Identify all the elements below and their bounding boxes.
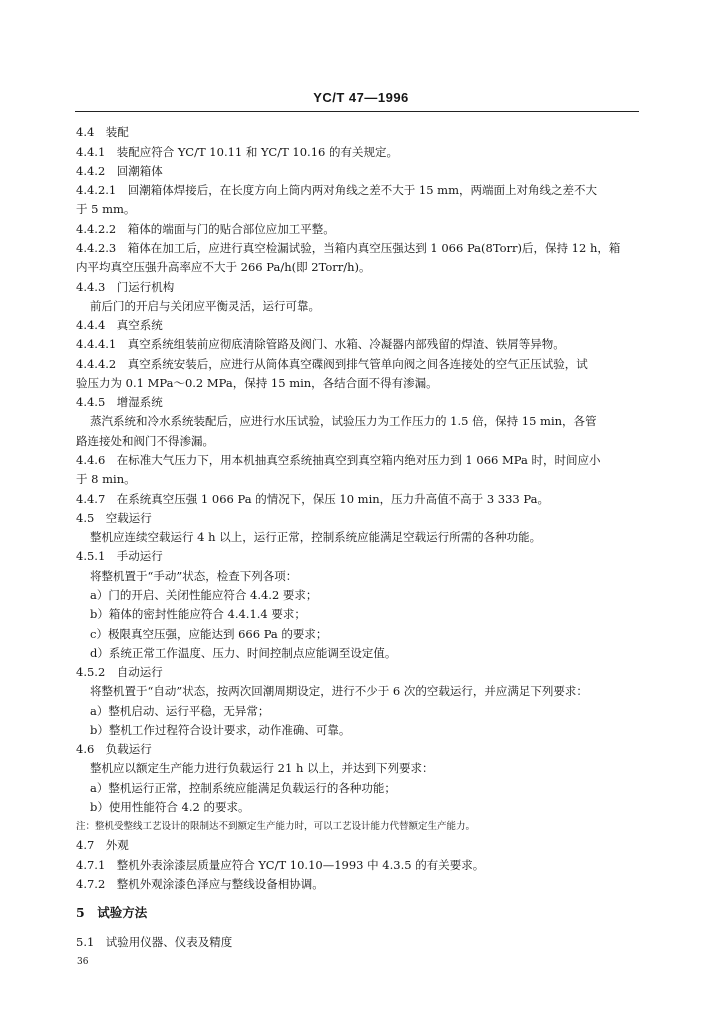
text-line: 4.7.2 整机外观涂漆色泽应与整线设备相协调。	[76, 877, 324, 891]
text-line: 验压力为 0.1 MPa～0.2 MPa，保持 15 min，各结合面不得有渗漏。	[76, 376, 438, 390]
text-line: 于 5 mm。	[76, 202, 136, 216]
section-heading: 4.5 空载运行	[76, 511, 152, 525]
text-line: 4.7.1 整机外表涂漆层质量应符合 YC/T 10.10—1993 中 4.3.5 的有关要求。	[76, 858, 485, 872]
section-heading: 4.5.2 自动运行	[76, 665, 163, 679]
running-header: YC/T 47—1996	[313, 90, 409, 105]
text-line: 整机应以额定生产能力进行负载运行 21 h 以上，并达到下列要求：	[90, 761, 434, 775]
note: 注：整机受整线工艺设计的限制达不到额定生产能力时，可以工艺设计能力代替额定生产能力。	[76, 821, 476, 832]
text-line: 4.4.4.1 真空系统组装前应彻底清除管路及阀门、水箱、冷凝器内部残留的焊渣、铁屑等异物。	[76, 337, 565, 351]
list-item: a）整机启动、运行平稳，无异常；	[90, 704, 270, 718]
section-heading: 4.4.5 增湿系统	[76, 395, 163, 409]
section-heading: 4.4.2 回潮箱体	[76, 164, 163, 178]
text-line: 蒸汽系统和冷水系统装配后，应进行水压试验，试验压力为工作压力的 1.5 倍，保持 15 min，各管	[90, 414, 597, 428]
text-line: 4.4.4.2 真空系统安装后，应进行从筒体真空碟阀到排气管单向阀之间各连接处的空气正压试验，试	[76, 357, 588, 371]
text-line: 4.4.2.3 箱体在加工后，应进行真空检漏试验，当箱内真空压强达到 1 066 Pa(8Torr)后，保持 12 h，箱	[76, 241, 621, 255]
list-item: d）系统正常工作温度、压力、时间控制点应能调至设定值。	[90, 646, 397, 660]
text-line: 将整机置于“自动”状态，按两次回潮周期设定，进行不少于 6 次的空载运行，并应满足下列要求：	[90, 684, 588, 698]
section-heading: 4.4.4 真空系统	[76, 318, 163, 332]
section-heading: 4.4 装配	[76, 125, 129, 139]
text-line: 4.4.7 在系统真空压强 1 066 Pa 的情况下，保压 10 min，压力升高值不高于 3 333 Pa。	[76, 492, 549, 506]
list-item: a）整机运行正常，控制系统应能满足负载运行的各种功能；	[90, 781, 396, 795]
text-line: 4.4.1 装配应符合 YC/T 10.11 和 YC/T 10.16 的有关规定。	[76, 145, 399, 159]
text-line: 整机应连续空载运行 4 h 以上，运行正常，控制系统应能满足空载运行所需的各种功能。	[90, 530, 542, 544]
list-item: b）箱体的密封性能应符合 4.4.1.4 要求；	[90, 607, 306, 621]
text-line: 内平均真空压强升高率应不大于 266 Pa/h(即 2Torr/h)。	[76, 260, 371, 274]
list-item: a）门的开启、关闭性能应符合 4.4.2 要求；	[90, 588, 318, 602]
section-heading: 4.4.3 门运行机构	[76, 280, 175, 294]
header-rule	[75, 111, 639, 112]
section-heading: 4.5.1 手动运行	[76, 549, 163, 563]
text-line: 前后门的开启与关闭应平衡灵活，运行可靠。	[90, 299, 320, 313]
list-item: c）极限真空压强，应能达到 666 Pa 的要求；	[90, 627, 328, 641]
text-line: 4.4.2.1 回潮箱体焊接后，在长度方向上筒内两对角线之差不大于 15 mm，两端面上对角线之差不大	[76, 183, 597, 197]
section-heading: 4.6 负载运行	[76, 742, 152, 756]
text-line: 4.4.2.2 箱体的端面与门的贴合部位应加工平整。	[76, 222, 335, 236]
text-line: 路连接处和阀门不得渗漏。	[76, 434, 214, 448]
text-line: 将整机置于“手动”状态，检查下列各项：	[90, 569, 298, 583]
list-item: b）使用性能符合 4.2 的要求。	[90, 800, 250, 814]
section-heading: 4.7 外观	[76, 838, 129, 852]
text-line: 4.4.6 在标准大气压力下，用本机抽真空系统抽真空到真空箱内绝对压力到 1 066 MPa 时，时间应小	[76, 453, 601, 467]
text-line: 于 8 min。	[76, 472, 136, 486]
chapter-heading: 5 试验方法	[76, 905, 148, 920]
section-heading: 5.1 试验用仪器、仪表及精度	[76, 935, 233, 949]
page-number: 36	[77, 957, 89, 967]
list-item: b）整机工作过程符合设计要求，动作准确、可靠。	[90, 723, 351, 737]
